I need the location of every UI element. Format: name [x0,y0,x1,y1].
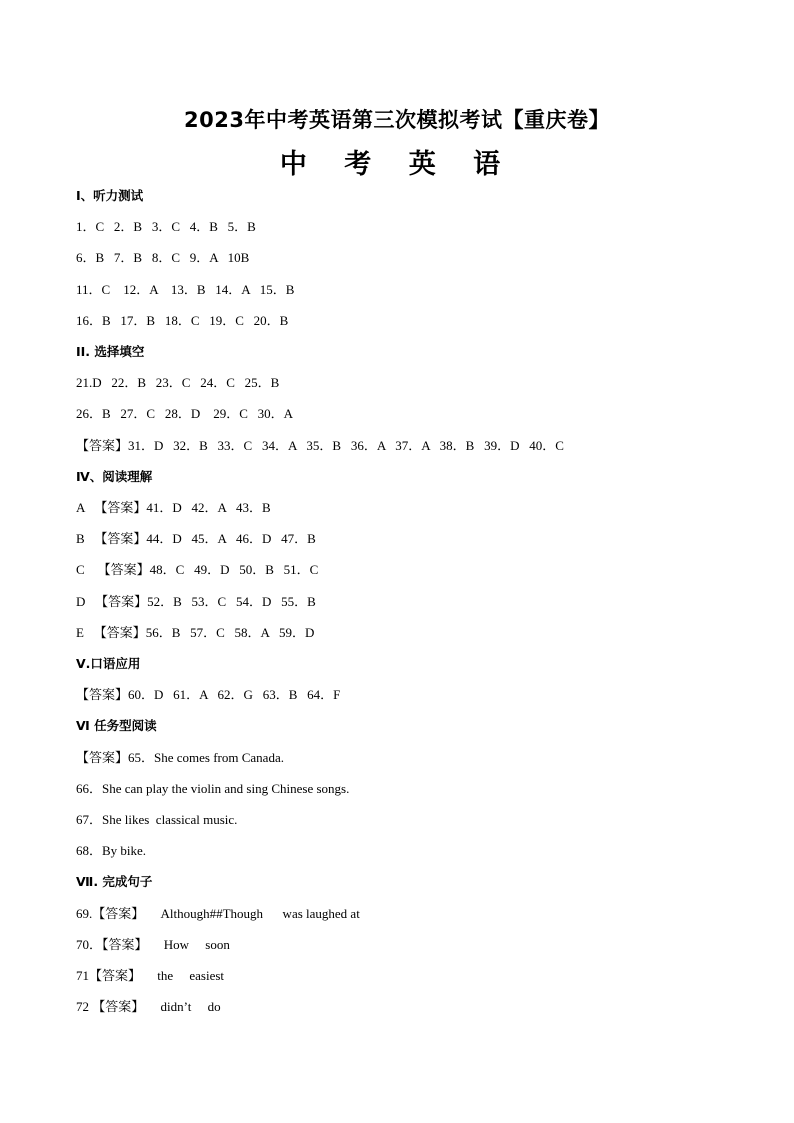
section-heading: Ⅳ、阅读理解 [76,468,153,484]
section-heading: Ⅰ、听力测试 [76,188,144,203]
answer-line: 16．B 17．B 18．C 19．C 20．B [76,312,289,328]
document-subtitle: 中 考 英 语 [279,149,515,180]
section-heading: Ⅵ 任务型阅读 [76,718,157,734]
answer-line: 6．B 7．B 8．C 9．A 10B [76,250,250,266]
answer-line: 21.D 22．B 23．C 24．C 25．B [76,375,280,391]
answer-line: B 【答案】44．D 45．A 46．D 47．B [76,531,316,547]
section-heading: Ⅴ.口语应用 [76,656,141,671]
answer-line: 【答案】31．D 32．B 33．C 34．A 35．B 36．A 37．A 38．B 39．D 40．C [76,437,564,453]
answer-line: 69.【答案】 Although##Though was laughed at [76,905,360,921]
answer-line: 68．By bike. [76,843,147,859]
document-title: 2023年中考英语第三次模拟考试【重庆卷】 [184,108,610,132]
answer-line: 11．C 12．A 13．B 14．A 15．B [76,281,295,297]
answer-line: 67．She likes classical music. [76,812,238,827]
answer-line: 71【答案】 the easiest [76,968,225,983]
answer-line: 【答案】65．She comes from Canada. [76,749,284,765]
answer-line: C 【答案】48．C 49．D 50．B 51．C [76,562,319,578]
section-heading: II. 选择填空 [76,344,145,359]
answer-line: 70．【答案】 How soon [76,936,230,952]
answer-line: 1．C 2．B 3．C 4．B 5．B [76,219,256,235]
answer-line: 【答案】60．D 61．A 62．G 63．B 64．F [76,687,341,703]
answer-line: A 【答案】41．D 42．A 43．B [76,500,271,515]
section-heading: Ⅶ. 完成句子 [76,874,153,890]
answer-line: 66．She can play the violin and sing Chinese songs. [76,780,350,796]
answer-line: D 【答案】52．B 53．C 54．D 55．B [76,593,316,609]
answer-line: 72 【答案】 didn’t do [76,999,221,1015]
answer-line: E 【答案】56．B 57．C 58．A 59．D [76,624,315,640]
answer-line: 26．B 27．C 28．D 29．C 30．A [76,406,294,422]
